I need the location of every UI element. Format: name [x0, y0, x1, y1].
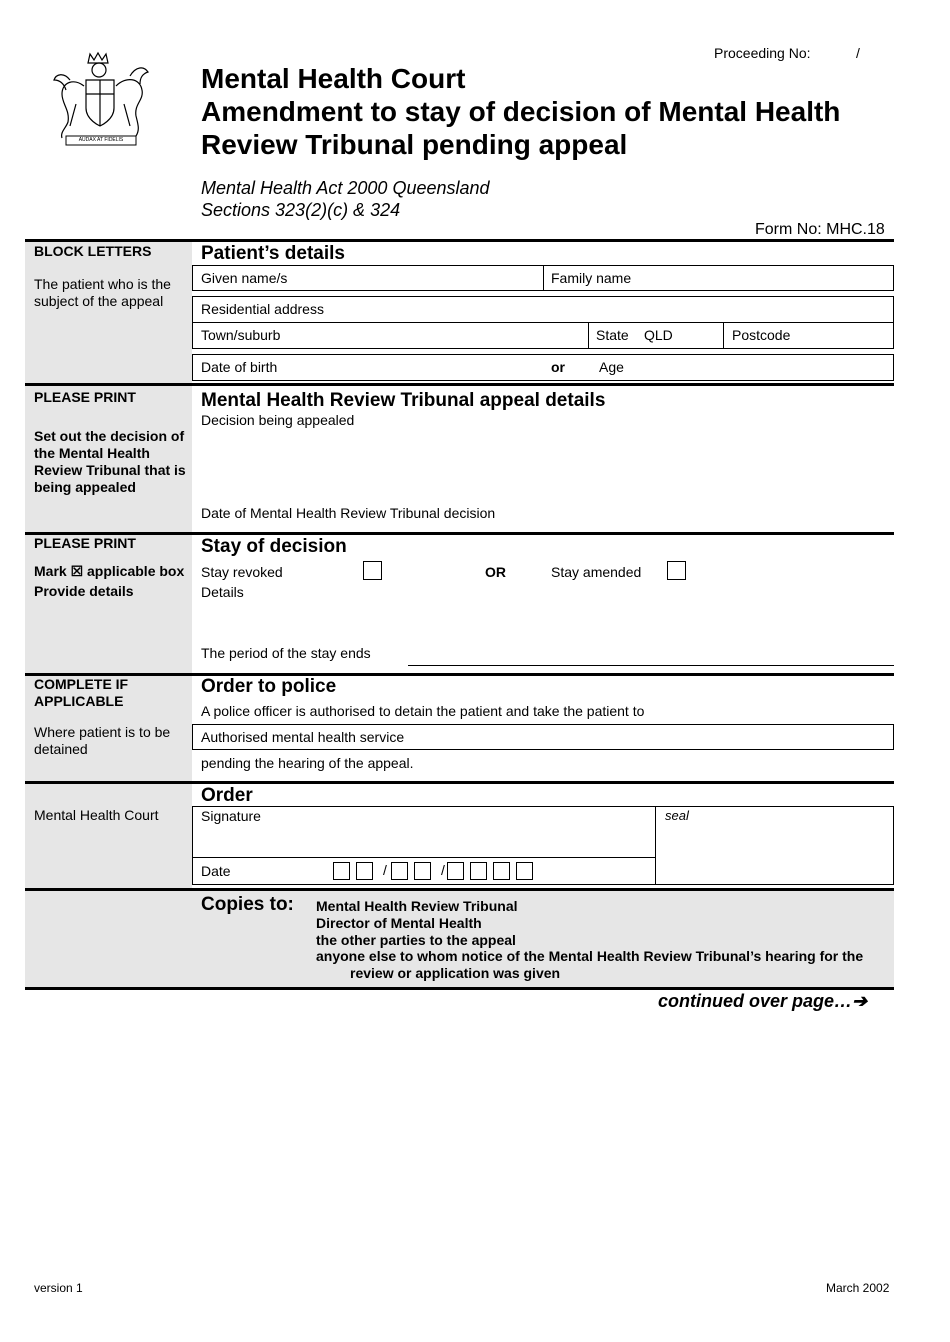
dob-row[interactable] [192, 354, 894, 381]
date-of-birth-field[interactable]: Date of birth [201, 359, 278, 375]
side-heading-please-print: PLEASE PRINT [34, 389, 136, 405]
section-title-stay: Stay of decision [201, 536, 347, 557]
side-note-appeal: Set out the decision of the Mental Health Review Tribunal that is being appealed [34, 428, 186, 495]
title-line-2: Amendment to stay of decision of Mental Health [201, 96, 841, 127]
date-month-box[interactable] [391, 862, 408, 880]
copies-to-label: Copies to: [201, 894, 294, 915]
seal-area: seal [665, 808, 689, 823]
side-panel [25, 784, 192, 889]
date-separator: / [441, 862, 445, 878]
proceeding-slash: / [856, 45, 860, 61]
section-rule [25, 987, 894, 990]
order-box [192, 806, 894, 885]
date-year-box[interactable] [447, 862, 464, 880]
town-suburb-field[interactable]: Town/suburb [201, 327, 281, 343]
copies-item: anyone else to whom notice of the Mental Health Review Tribunal’s hearing for the [316, 948, 864, 964]
date-year-box[interactable] [493, 862, 510, 880]
date-separator: / [383, 862, 387, 878]
title-line-1: Mental Health Court [201, 63, 466, 94]
form-number: Form No: MHC.18 [755, 221, 885, 238]
given-name-field[interactable]: Given name/s [201, 270, 288, 286]
age-field[interactable]: Age [599, 359, 624, 375]
mental-health-service-field[interactable]: Authorised mental health service [201, 729, 405, 745]
pending-hearing-text: pending the hearing of the appeal. [201, 755, 414, 771]
side-mark-applicable: Mark ☒ applicable box [34, 563, 185, 579]
continued-over-page: continued over page…➔ [658, 991, 868, 1011]
postcode-field[interactable]: Postcode [732, 327, 791, 343]
date-day-box[interactable] [333, 862, 350, 880]
order-date-label: Date [201, 863, 231, 879]
or-label: OR [485, 564, 506, 580]
side-panel [25, 535, 192, 673]
side-note-patient: The patient who is the subject of the appeal [34, 276, 171, 309]
title-line-3: Review Tribunal pending appeal [201, 129, 628, 160]
act-line-2: Sections 323(2)(c) & 324 [201, 200, 401, 220]
residential-address-field[interactable]: Residential address [201, 301, 324, 317]
signature-field[interactable]: Signature [201, 808, 261, 824]
date-year-box[interactable] [470, 862, 487, 880]
copies-item: review or application was given [350, 965, 561, 981]
section-title-order: Order [201, 785, 253, 806]
decision-appealed-field[interactable]: Decision being appealed [201, 412, 355, 428]
stay-period-label: The period of the stay ends [201, 645, 371, 661]
copies-item: the other parties to the appeal [316, 932, 516, 948]
form-date: March 2002 [826, 1281, 890, 1295]
date-year-box[interactable] [516, 862, 533, 880]
stay-period-line[interactable] [408, 665, 894, 666]
tribunal-decision-date-field[interactable]: Date of Mental Health Review Tribunal decision [201, 505, 496, 521]
stay-revoked-checkbox[interactable] [363, 561, 382, 580]
stay-details-field[interactable]: Details [201, 584, 244, 600]
copies-item: Mental Health Review Tribunal [316, 898, 518, 914]
date-day-box[interactable] [356, 862, 373, 880]
stay-revoked-label: Stay revoked [201, 564, 283, 580]
police-intro: A police officer is authorised to detain the patient and take the patient to [201, 703, 645, 719]
crest-motto: AUDAX AT FIDELIS [78, 137, 124, 143]
family-name-field[interactable]: Family name [551, 270, 632, 286]
version-label: version 1 [34, 1281, 83, 1295]
section-title-appeal: Mental Health Review Tribunal appeal details [201, 390, 606, 411]
copies-item: Director of Mental Health [316, 915, 482, 931]
side-note-police: Where patient is to be detained [34, 724, 171, 757]
date-month-box[interactable] [414, 862, 431, 880]
section-title-police: Order to police [201, 676, 337, 697]
stay-amended-label: Stay amended [551, 564, 642, 580]
or-label: or [551, 359, 565, 375]
state-label: State [596, 327, 629, 343]
side-note-court: Mental Health Court [34, 807, 159, 823]
state-value: QLD [644, 327, 673, 343]
proceeding-label: Proceeding No: [714, 45, 811, 61]
side-heading-complete: COMPLETE IF APPLICABLE [34, 676, 129, 709]
stay-amended-checkbox[interactable] [667, 561, 686, 580]
section-title-patient: Patient’s details [201, 243, 345, 264]
side-provide-details: Provide details [34, 583, 134, 599]
side-heading-please-print: PLEASE PRINT [34, 535, 136, 551]
queensland-crest-icon [50, 50, 152, 150]
act-line-1: Mental Health Act 2000 Queensland [201, 178, 490, 198]
side-panel [25, 242, 192, 383]
side-heading-block-letters: BLOCK LETTERS [34, 243, 152, 259]
